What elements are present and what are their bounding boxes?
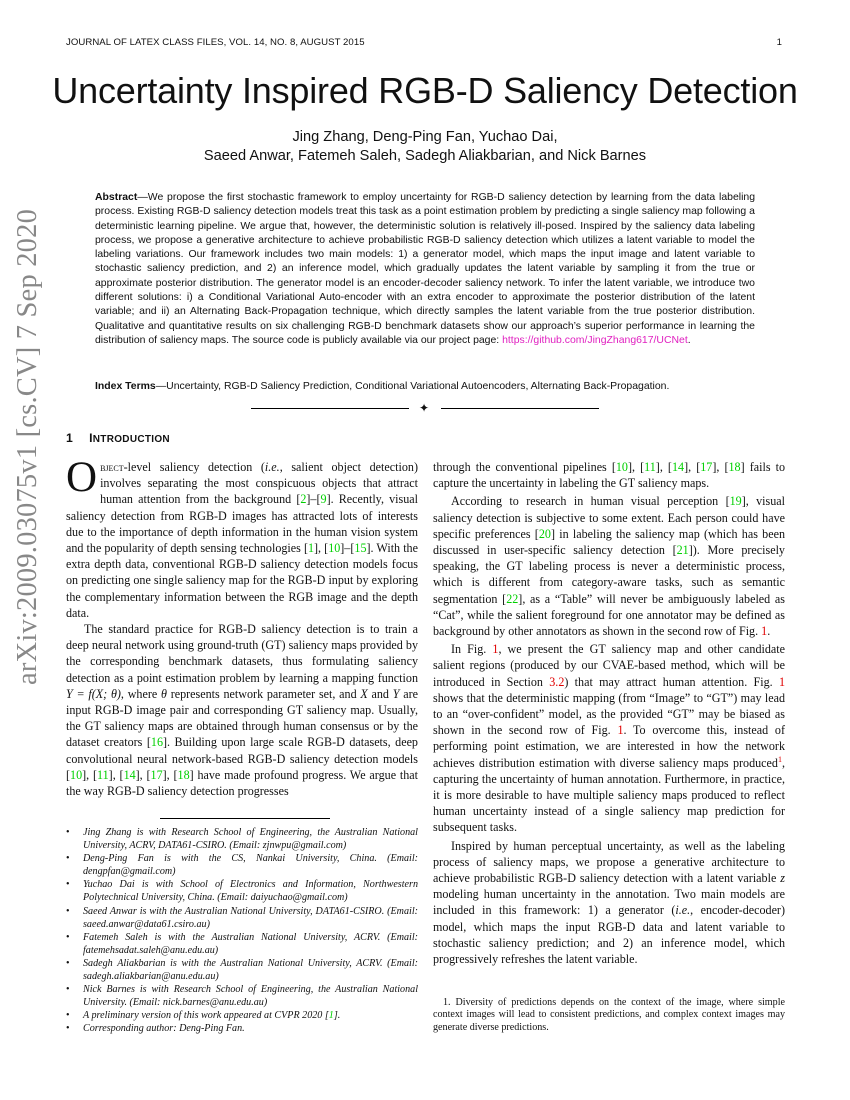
text: ], visual saliency detection is subjective to some extent. Each person could have specific preferences [ <box>433 494 785 541</box>
affiliation-item: • Deng-Ping Fan is with the CS, Nankai University, China. (Email: dengpfan@gmail.com) <box>66 852 418 878</box>
index-terms-text: —Uncertainty, RGB-D Saliency Prediction, Conditional Variational Autoencoders, Alternating Back-Propagation. <box>155 381 670 392</box>
figure-ref-link[interactable]: 1 <box>492 642 499 657</box>
math-expression: Y = f(X; θ) <box>66 686 121 701</box>
text: The standard practice for RGB-D saliency detection is to train a deep neural network using ground-truth (GT) saliency maps provided by the corresponding benchmark datasets, thus formulating saliency detection as a point estimation problem by learning a mapping function <box>66 622 418 685</box>
citation-link[interactable]: 18 <box>177 767 190 782</box>
affiliation-item: • Fatemeh Saleh is with the Australian National University, ACRV. (Email: fatemehsadat.saleh@anu.edu.au) <box>66 931 418 957</box>
arxiv-stamp: arXiv:2009.03075v1 [cs.CV] 7 Sep 2020 <box>12 208 43 685</box>
text: ], [ <box>162 767 178 782</box>
text: In Fig. <box>451 642 493 657</box>
citation-link[interactable]: 16 <box>150 735 163 750</box>
text: , encoder-decoder) model, which maps the input RGB-D data and latent variable to stochastic saliency prediction; and 2) an inference model, which progressively refreshes the latent variable. <box>433 903 785 967</box>
divider-diamond-icon: ✦ <box>419 401 430 415</box>
math-symbol: Y <box>392 686 400 701</box>
citation-link[interactable]: 18 <box>728 460 741 474</box>
text-italic: i.e. <box>675 903 691 918</box>
text: ]. With the extra depth data, conventional RGB-D saliency detection models focus on predicting one single saliency map for the RGB-D input by exploring the complementary information between the RGB image and the depth data. <box>66 541 418 620</box>
citation-link[interactable]: 11 <box>644 460 656 474</box>
section-heading-introduction <box>66 431 170 445</box>
citation-link[interactable]: 22 <box>506 591 519 606</box>
text: ], [ <box>712 460 729 474</box>
index-terms-label: Index Terms <box>95 381 156 392</box>
text: ] have made profound progress. We argue that the way RGB-D saliency detection progresses <box>66 767 418 799</box>
text: ], [ <box>314 541 329 556</box>
abstract-label: Abstract <box>95 192 138 203</box>
section-divider-right <box>441 408 599 409</box>
math-symbol: X <box>360 686 368 701</box>
section-title-rest: NTRODUCTION <box>92 434 170 445</box>
citation-link[interactable]: 20 <box>538 526 551 541</box>
intro-paragraph-1 <box>66 454 418 621</box>
section-number: 1 <box>66 431 74 445</box>
citation-link[interactable]: 10 <box>328 541 341 556</box>
text: ], [ <box>82 767 98 782</box>
authors-line-2: Saeed Anwar, Fatemeh Saleh, Sadegh Aliakbarian, and Nick Barnes <box>203 148 647 164</box>
citation-link[interactable]: 14 <box>123 767 136 782</box>
section-ref-link[interactable]: 3.2 <box>549 674 565 689</box>
text: ], [ <box>135 767 151 782</box>
footnote-rule <box>160 818 330 819</box>
text: ] fails to capture the uncertainty in labeling the GT saliency maps. <box>433 460 786 491</box>
text-italic: i.e. <box>264 460 280 474</box>
text: A preliminary version of this work appeared at CVPR 2020 [ <box>83 1010 329 1022</box>
citation-link[interactable]: 17 <box>150 767 163 782</box>
citation-link[interactable]: 1 <box>328 1010 334 1022</box>
affiliation-item: • Jing Zhang is with Research School of Engineering, the Australian National University, ACRV, DATA61-CSIRO. (Email: zjnwpu@gmail.com) <box>66 826 418 852</box>
section-title-initial: I <box>89 431 93 445</box>
citation-link[interactable]: 9 <box>320 492 327 507</box>
figure-ref-link[interactable]: 1 <box>778 674 785 689</box>
text: ], as a “Table” will never be ambiguously labeled as “Cat”, while the salient foreground for one annotator may be defined as background by other annotators as shown in the second row of Fig. <box>433 591 785 639</box>
citation-link[interactable]: 1 <box>307 541 315 556</box>
citation-link[interactable]: 17 <box>700 460 713 474</box>
text: . To overcome this, instead of performing point estimation, we are interested in how the network achieves distribution estimation with diverse saliency maps produced <box>433 723 785 770</box>
citation-link[interactable]: 21 <box>676 543 689 558</box>
text: ]. <box>333 1010 341 1022</box>
text: represents network parameter set, and <box>166 686 361 701</box>
text: ) that may attract human attention. Fig. <box>564 674 779 689</box>
text: , capturing the uncertainty of human annotation. Furthermore, in practice, it is more desirable to have multiple saliency maps produced to reflect human uncertainty instead of a single saliency map prediction for subsequent tasks. <box>433 755 785 835</box>
citation-link[interactable]: 2 <box>300 492 307 507</box>
footnote-marker-link[interactable]: 1 <box>777 754 782 764</box>
left-column <box>66 454 418 799</box>
affiliation-item: • Saeed Anwar is with the Australian National University, DATA61-CSIRO. (Email: saeed.anwar@data61.csiro.au) <box>66 905 418 931</box>
text: ]–[ <box>306 492 321 507</box>
text: ]–[ <box>340 541 355 556</box>
footnote-number: 1. <box>443 997 451 1008</box>
text: According to research in human visual perception [ <box>451 494 730 509</box>
project-url-link[interactable]: https://github.com/JingZhang617/UCNet <box>502 334 688 346</box>
dropcap-smallcaps: bject <box>100 460 124 474</box>
footnote-text: Diversity of predictions depends on the context of the image, where simple context images will lead to consistent predictions, and complex context images may generate diverse predictions. <box>433 997 785 1033</box>
footnote <box>433 997 785 1034</box>
text: Inspired by human perceptual uncertainty, as well as the labeling process of saliency maps, we propose a generative architecture to achieve probabilistic RGB-D saliency detection with a latent variable <box>433 838 785 886</box>
affiliation-item: • Nick Barnes is with Research School of Engineering, the Australian National University. (Email: nick.barnes@anu.edu.au) <box>66 983 418 1009</box>
citation-link[interactable]: 15 <box>354 541 367 556</box>
citation-link[interactable]: 10 <box>70 767 83 782</box>
math-symbol: z <box>780 871 785 886</box>
running-head: JOURNAL OF LATEX CLASS FILES, VOL. 14, NO. 8, AUGUST 2015 <box>66 37 365 48</box>
text: and <box>367 686 393 701</box>
abstract-text: —We propose the first stochastic framework to employ uncertainty for RGB-D saliency detection by learning from the data labeling process. Existing RGB-D saliency detection models treat this task as a point estimation problem by predicting a single saliency map following a deterministic learning pipeline. We argue that, however, the deterministic solution is relatively ill-posed. Inspired by the saliency data labeling process, we propose a generative architecture to achieve probabilistic RGB-D saliency detection which utilizes a latent variable to model the labeling variations. Our framework includes two main models: 1) a generator model, which maps the input image and latent variable to stochastic saliency prediction, and 2) an inference model, which gradually updates the latent variable by sampling it from the true or approximate posterior distribution. The generator model is an encoder-decoder saliency network. To infer the latent variable, we introduce two different solutions: i) a Conditional Variational Auto-encoder with an extra encoder to approximate the posterior distribution of the latent variable; and ii) an Alternating Back-Propagation technique, which directly samples the latent variable from the true posterior distribution. Qualitative and quantitative results on six challenging RGB-D benchmark datasets show our approach’s superior performance in learning the distribution of saliency maps. The source code is publicly available via our project page: <box>95 192 755 346</box>
text: ]). More precisely speaking, the GT labeling process is never a deterministic process, which is different from category-aware tasks, such as semantic segmentation [ <box>433 543 785 606</box>
dropcap: O <box>66 454 98 501</box>
text: ]. Recently, visual saliency detection from RGB-D images has attracted lots of interests due to the importance of depth information in the human vision system and the popularity of depth sensing technologies [ <box>66 492 418 556</box>
paper-title: Uncertainty Inspired RGB-D Saliency Detection <box>52 70 798 111</box>
text: , where <box>120 686 161 701</box>
index-terms <box>95 380 755 394</box>
text: . <box>767 624 771 639</box>
right-column <box>433 459 785 967</box>
authors-line-1: Jing Zhang, Deng-Ping Fan, Yuchao Dai, <box>292 129 558 145</box>
intro-paragraph-3 <box>433 493 785 639</box>
citation-link[interactable]: 19 <box>729 494 742 509</box>
intro-paragraph-4 <box>433 641 785 835</box>
text: modeling human uncertainty in the annotation. Two main models are included in this framework: 1) a generator ( <box>433 887 785 918</box>
figure-ref-link[interactable]: 1 <box>761 624 768 639</box>
citation-link[interactable]: 14 <box>671 460 685 474</box>
page-number: 1 <box>776 37 782 48</box>
citation-link[interactable]: 10 <box>615 460 628 474</box>
affiliation-item-preliminary <box>66 1009 418 1022</box>
text: through the conventional pipelines [ <box>433 460 616 474</box>
affiliation-item-corresponding: • Corresponding author: Deng-Ping Fan. <box>66 1022 418 1035</box>
text: , salient object detection) involves separating the most conspicuous objects that attract human attention from the background [ <box>100 460 418 507</box>
text: ] in labeling the saliency map (which has been discussed in user-specific saliency detection [ <box>433 526 785 558</box>
section-divider-left <box>251 408 409 409</box>
intro-paragraph-2 <box>66 621 418 799</box>
text: , we present the GT saliency map and other candidate salient regions (produced by our CVAE-based method, which will be introduced in Section <box>433 642 786 689</box>
abstract <box>95 191 755 348</box>
author-list <box>0 128 850 166</box>
text: are input RGB-D image pair and corresponding GT saliency map. Usually, the GT saliency maps are obtained through human consensus or by the dataset creators [ <box>66 686 418 750</box>
text: -level saliency detection ( <box>123 460 265 474</box>
affiliation-item: • Yuchao Dai is with School of Electronics and Information, Northwestern Polytechnical University, China. (Email: daiyuchao@gmail.com) <box>66 878 418 904</box>
text: ], [ <box>684 460 701 474</box>
abstract-end: . <box>687 334 691 346</box>
citation-link[interactable]: 11 <box>97 767 109 782</box>
figure-ref-link[interactable]: 1 <box>617 723 624 738</box>
text: ]. Building upon large scale RGB-D datasets, deep convolutional neural network-based RGB-D saliency detection models [ <box>66 735 418 782</box>
intro-paragraph-5 <box>433 838 785 968</box>
text: ], [ <box>108 767 124 782</box>
text: ], [ <box>655 460 672 474</box>
math-symbol: θ <box>161 686 167 701</box>
affiliation-list <box>66 826 418 1036</box>
intro-paragraph-2-continued <box>433 459 785 491</box>
affiliation-item: • Sadegh Aliakbarian is with the Australian National University, ACRV. (Email: sadegh.aliakbarian@anu.edu.au) <box>66 957 418 983</box>
text: shows that the deterministic mapping (from “Image” to “GT”) may lead to an “over-confident” model, as the provided “GT” may be biased as shown in the second row of Fig. <box>433 690 785 738</box>
text: ], [ <box>627 460 645 474</box>
